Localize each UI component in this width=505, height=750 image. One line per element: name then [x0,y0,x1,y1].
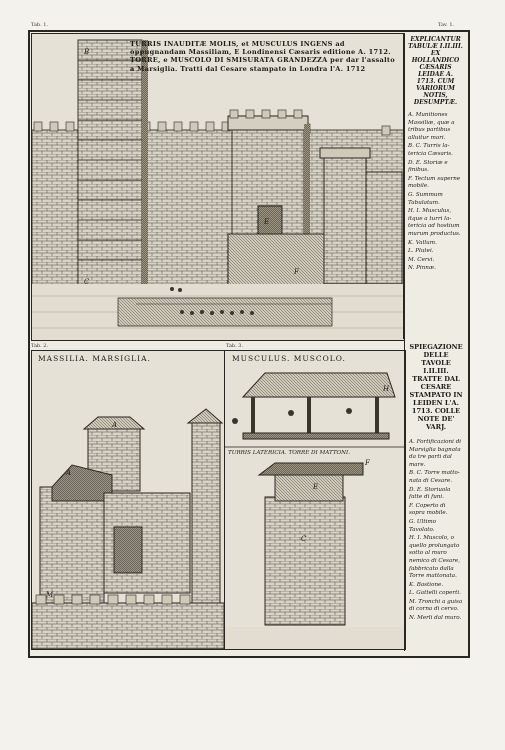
muscolo-torre-engraving [224,350,406,650]
latin-legend-panel [403,33,467,339]
legend-item: G. Summum Tabulatum. [408,191,443,206]
legend-item: H. I. Muscolo, o quello prolungato sotto al muro nemico di Cesare, fabbricato dalla Torre mattonata. [409,535,460,580]
legend-item: L. Gattelli coperti. [409,590,461,597]
key-letter-h: H [383,385,390,393]
muscolo-torre-illustration [225,351,405,649]
key-letter-f: F [294,268,299,276]
legend-item: N. Merli dal muro. [409,615,462,622]
top-right-tab-label: Tav. 1. [438,22,455,28]
key-letter-e: E [313,483,319,491]
key-letter-m: M [46,591,54,599]
legend-item: K. Bastione. [409,581,444,588]
caption-italian: TORRE, e MUSCOLO DI SMISURATA GRANDEZZA per dar l'assalto a Marsiglia. Tratti dal Cesare stampato in Londra l'A. 1712 [130,56,395,73]
tower-assault-engraving [31,33,405,341]
key-letter-b: B [84,48,90,56]
top-plate-caption [130,40,400,73]
legend-item: G. Ultimo Tavolato. [409,518,437,533]
torre-subcaption: TURRIS LATERICIA. TORRE DI MATTONI. [228,450,351,456]
legend-item: D. E. Storiæ e finibus. [408,159,448,174]
italian-legend-panel [404,340,467,651]
legend-item: A. Munitiones Massiliæ, quæ a tribus partibus alluitur mari. [408,112,455,141]
key-letter-a: A [66,469,72,477]
top-left-tab-label: Tab. 1. [31,22,49,28]
legend-item: B. C. Turris latericia Cæsaris. [408,143,453,157]
key-letter-e: E [264,218,270,226]
key-letter-c: C [301,535,307,543]
legend-item: F. Tectum superne mobile. [408,175,461,190]
key-letter-f: F [365,459,370,467]
tower-assault-illustration [32,34,404,340]
legend-item: F. Coperto di sopra mobile. [409,502,448,517]
key-letter-c: C [84,278,90,286]
legend-item: D. E. Storiuola fatte di funi. [409,486,451,501]
legend-item: N. Pinnæ. [408,265,436,272]
lower-left-tab-label: Tab. 2. [31,343,49,349]
italian-legend-header: SPIEGAZIONE DELLE TAVOLE I.II.III. TRATTE DAL CESARE STAMPATO IN LEIDEN L'A. 1713. COLLE NOTE DE' VARJ. [409,343,463,431]
legend-item: M. Tronchi a guisa di corna di cervo. [409,598,463,613]
lower-mid-tab-label: Tab. 3. [226,343,244,349]
latin-legend-header: EXPLICANTUR TABULÆ I.II.III. EX HOLLANDICO CÆSARIS LEIDAE A. 1713. CUM VARIORUM NOTIS, DESUMPTÆ. [408,36,463,106]
legend-item: A. Fortificazioni di Marsiglia bagnata da tre parti dal mare. [409,439,462,468]
legend-item: H. I. Musculus, itque a turri latericia ad hostium murum productus. [408,208,461,237]
legend-item: B. C. Torre mattonata di Cesare. [409,470,460,484]
key-letter-a: A [112,421,118,429]
massilia-engraving [31,350,225,650]
massilia-fortress-illustration [32,351,224,649]
caption-latin: TURRIS INAUDITÆ MOLIS, et MUSCULUS INGENS ad oppugnandam Massiliam, E Londinensi Cæsaris editione A. 1712. [130,40,391,57]
legend-item: L. Plutei. [408,248,434,255]
muscolo-panel-title: MUSCULUS. MUSCOLO. [232,354,346,363]
legend-item: M. Cervi. [408,256,435,263]
legend-item: K. Vallum. [408,239,437,246]
massilia-panel-title: MASSILIA. MARSIGLIA. [38,354,151,363]
